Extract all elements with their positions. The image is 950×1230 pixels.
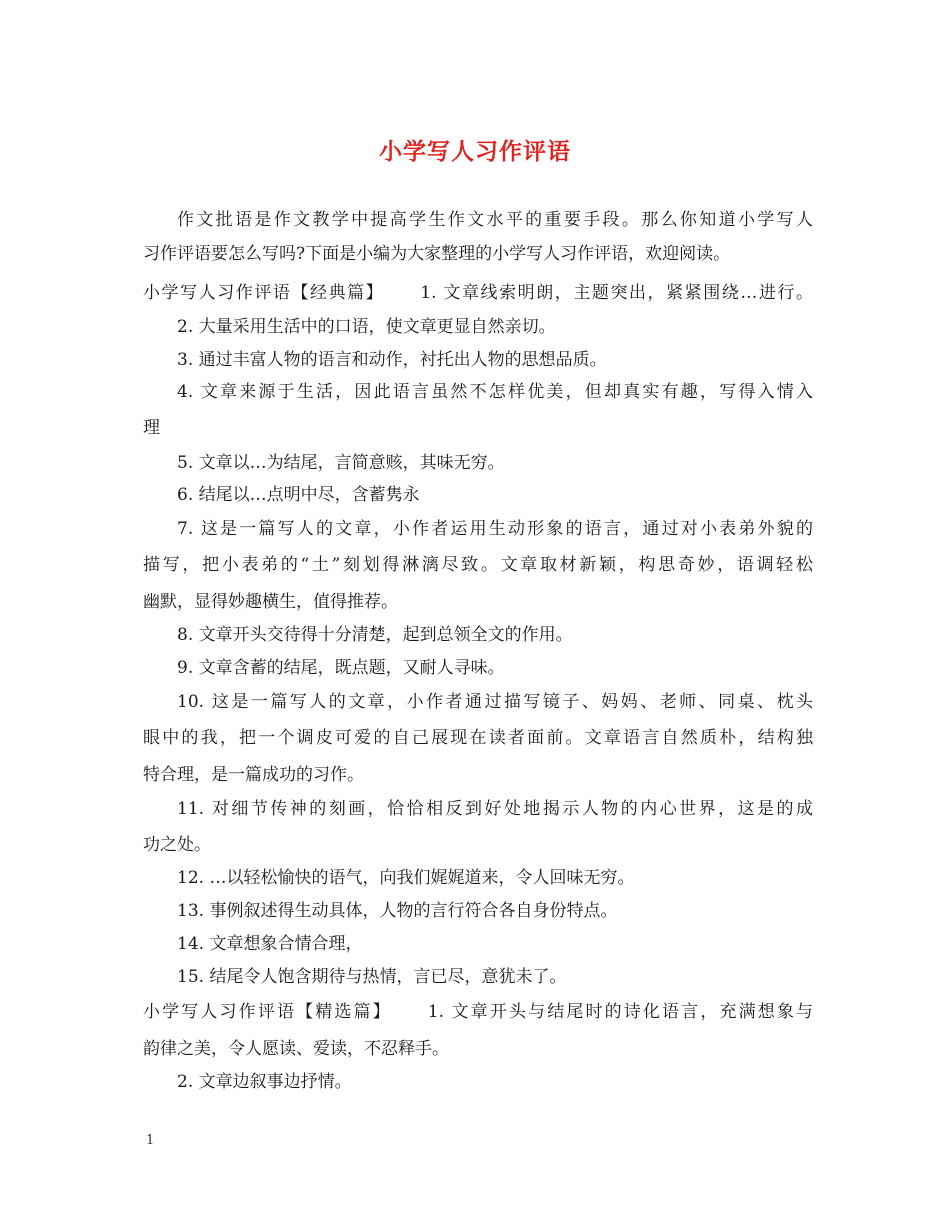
list-item: 15. 结尾令人饱含期待与热情，言已尽，意犹未了。 <box>177 967 567 987</box>
intro-line-2: 习作评语要怎么写吗?下面是小编为大家整理的小学写人习作评语，欢迎阅读。 <box>143 244 731 264</box>
list-item: 14. 文章想象合情合理， <box>177 934 363 954</box>
list-item: 1. 文章开头与结尾时的诗化语言，充满想象与 <box>427 1002 814 1022</box>
list-item: 8. 文章开头交待得十分清楚，起到总领全文的作用。 <box>177 625 573 645</box>
section-heading-selected <box>143 1001 813 1023</box>
list-item: 6. 结尾以…点明中尽，含蓄隽永 <box>177 485 420 505</box>
list-item: 2. 大量采用生活中的口语，使文章更显自然亲切。 <box>177 317 556 337</box>
intro-line-1: 作文批语是作文教学中提高学生作文水平的重要手段。那么你知道小学写人 <box>177 210 813 230</box>
list-item: 1. 文章线索明朗，主题突出，紧紧围绕…进行。 <box>420 283 814 303</box>
list-item: 3. 通过丰富人物的语言和动作，衬托出人物的思想品质。 <box>177 350 607 370</box>
page-number: 1 <box>146 1133 155 1148</box>
list-item: 10. 这是一篇写人的文章，小作者通过描写镜子、妈妈、老师、同桌、枕头 <box>177 692 813 712</box>
list-item-continuation: 功之处。 <box>143 835 211 855</box>
list-item: 11. 对细节传神的刻画，恰恰相反到好处地揭示人物的内心世界，这是的成 <box>177 799 813 819</box>
document-title: 小学写人习作评语 <box>379 138 571 165</box>
list-item: 12. …以轻松愉快的语气，向我们娓娓道来，令人回味无穷。 <box>177 868 635 888</box>
list-item-continuation: 特合理，是一篇成功的习作。 <box>143 765 364 785</box>
list-item: 7. 这是一篇写人的文章，小作者运用生动形象的语言，通过对小表弟外貌的 <box>177 519 813 539</box>
list-item: 9. 文章含蓄的结尾，既点题，又耐人寻味。 <box>177 658 505 678</box>
list-item-continuation: 韵律之美，令人愿读、爱读，不忍释手。 <box>143 1039 449 1059</box>
list-item: 2. 文章边叙事边抒情。 <box>177 1072 352 1092</box>
section-2-heading: 小学写人习作评语【精选篇】 <box>143 1002 392 1022</box>
list-item-continuation: 眼中的我，把一个调皮可爱的自己展现在读者面前。文章语言自然质朴，结构独 <box>143 728 813 748</box>
list-item: 13. 事例叙述得生动具体，人物的言行符合各自身份特点。 <box>177 901 618 921</box>
section-heading-classic <box>143 282 813 304</box>
list-item: 5. 文章以…为结尾，言简意赅，其味无穷。 <box>177 453 505 473</box>
section-1-heading: 小学写人习作评语【经典篇】 <box>143 283 385 303</box>
list-item-continuation: 理 <box>143 418 160 438</box>
list-item: 4. 文章来源于生活，因此语言虽然不怎样优美，但却真实有趣，写得入情入 <box>177 382 813 402</box>
list-item-continuation: 描写，把小表弟的“土”刻划得淋漓尽致。文章取材新颖，构思奇妙，语调轻松 <box>143 555 813 575</box>
list-item-continuation: 幽默，显得妙趣横生，值得推荐。 <box>143 592 398 612</box>
